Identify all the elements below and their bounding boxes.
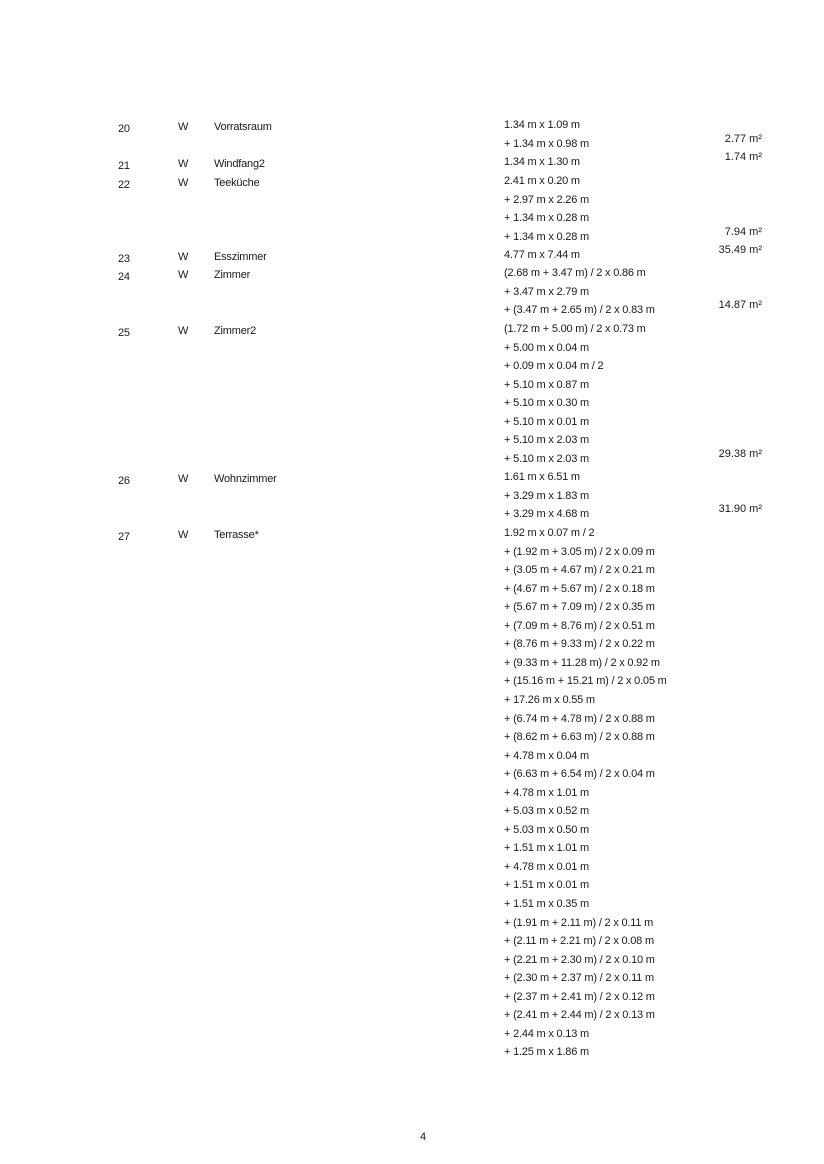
room-name: Zimmer (214, 269, 251, 281)
room-category: W (178, 473, 189, 485)
room-category: W (178, 269, 189, 281)
calculation-line: (1.72 m + 5.00 m) / 2 x 0.73 m (504, 323, 646, 335)
calculation-line: 1.92 m x 0.07 m / 2 (504, 527, 595, 539)
calculation-line: + 2.97 m x 2.26 m (504, 194, 589, 206)
calculation-line: + (3.47 m + 2.65 m) / 2 x 0.83 m (504, 304, 655, 316)
calculation-line: + 1.51 m x 0.35 m (504, 898, 589, 910)
calculation-line: + 5.10 m x 0.87 m (504, 379, 589, 391)
area-total: 2.77 m² (724, 133, 762, 145)
room-category: W (178, 529, 189, 541)
calculation-line: + (15.16 m + 15.21 m) / 2 x 0.05 m (504, 675, 667, 687)
calculation-line: (2.68 m + 3.47 m) / 2 x 0.86 m (504, 267, 646, 279)
calculation-line: + (7.09 m + 8.76 m) / 2 x 0.51 m (504, 620, 655, 632)
calculation-line: + (8.62 m + 6.63 m) / 2 x 0.88 m (504, 731, 655, 743)
calculation-line: + 4.78 m x 0.04 m (504, 750, 589, 762)
room-name: Esszimmer (214, 251, 267, 263)
calculation-line: + 17.26 m x 0.55 m (504, 694, 595, 706)
calculation-line: 1.34 m x 1.09 m (504, 119, 580, 131)
area-total: 35.49 m² (718, 244, 762, 256)
calculation-line: + 5.10 m x 0.30 m (504, 397, 589, 409)
calculation-line: + (2.37 m + 2.41 m) / 2 x 0.12 m (504, 991, 655, 1003)
room-category: W (178, 325, 189, 337)
area-total: 1.74 m² (724, 151, 762, 163)
room-number: 24 (118, 271, 130, 283)
room-name: Zimmer2 (214, 325, 256, 337)
calculation-line: + (2.21 m + 2.30 m) / 2 x 0.10 m (504, 954, 655, 966)
calculation-line: + 4.78 m x 0.01 m (504, 861, 589, 873)
area-total: 14.87 m² (718, 299, 762, 311)
calculation-line: + 2.44 m x 0.13 m (504, 1028, 589, 1040)
calculation-line: + (4.67 m + 5.67 m) / 2 x 0.18 m (504, 583, 655, 595)
room-category: W (178, 177, 189, 189)
calculation-line: + 1.34 m x 0.98 m (504, 138, 589, 150)
calculation-line: + (8.76 m + 9.33 m) / 2 x 0.22 m (504, 638, 655, 650)
calculation-line: + 3.29 m x 1.83 m (504, 490, 589, 502)
calculation-line: + 4.78 m x 1.01 m (504, 787, 589, 799)
calculation-line: + 5.10 m x 2.03 m (504, 453, 589, 465)
room-category: W (178, 158, 189, 170)
calculation-line: + 1.34 m x 0.28 m (504, 231, 589, 243)
room-name: Teeküche (214, 177, 260, 189)
calculation-line: + 3.29 m x 4.68 m (504, 508, 589, 520)
room-category: W (178, 251, 189, 263)
calculation-line: + (3.05 m + 4.67 m) / 2 x 0.21 m (504, 564, 655, 576)
calculation-line: + (5.67 m + 7.09 m) / 2 x 0.35 m (504, 601, 655, 613)
area-total: 7.94 m² (724, 226, 762, 238)
page-number: 4 (419, 1131, 427, 1143)
room-name: Vorratsraum (214, 121, 272, 133)
calculation-line: + (2.30 m + 2.37 m) / 2 x 0.11 m (504, 972, 654, 984)
calculation-line: + 1.51 m x 1.01 m (504, 842, 589, 854)
calculation-line: + (9.33 m + 11.28 m) / 2 x 0.92 m (504, 657, 660, 669)
calculation-line: + 5.00 m x 0.04 m (504, 342, 589, 354)
room-number: 26 (118, 475, 130, 487)
room-name: Windfang2 (214, 158, 265, 170)
room-category: W (178, 121, 189, 133)
calculation-line: + (6.63 m + 6.54 m) / 2 x 0.04 m (504, 768, 655, 780)
room-number: 21 (118, 160, 130, 172)
calculation-line: 1.34 m x 1.30 m (504, 156, 580, 168)
calculation-line: + 1.51 m x 0.01 m (504, 879, 589, 891)
calculation-line: + (2.11 m + 2.21 m) / 2 x 0.08 m (504, 935, 654, 947)
room-number: 20 (118, 123, 130, 135)
room-number: 23 (118, 253, 130, 265)
calculation-line: + 5.03 m x 0.50 m (504, 824, 589, 836)
calculation-line: + (2.41 m + 2.44 m) / 2 x 0.13 m (504, 1009, 655, 1021)
calculation-line: + 1.34 m x 0.28 m (504, 212, 589, 224)
room-number: 22 (118, 179, 130, 191)
room-name: Wohnzimmer (214, 473, 277, 485)
calculation-line: + 5.03 m x 0.52 m (504, 805, 589, 817)
calculation-line: + (1.92 m + 3.05 m) / 2 x 0.09 m (504, 546, 655, 558)
calculation-line: 4.77 m x 7.44 m (504, 249, 580, 261)
calculation-line: + 3.47 m x 2.79 m (504, 286, 589, 298)
calculation-line: + 5.10 m x 2.03 m (504, 434, 589, 446)
room-number: 25 (118, 327, 130, 339)
calculation-line: + 0.09 m x 0.04 m / 2 (504, 360, 604, 372)
area-total: 29.38 m² (718, 448, 762, 460)
room-number: 27 (118, 531, 130, 543)
calculation-line: 1.61 m x 6.51 m (504, 471, 580, 483)
calculation-line: 2.41 m x 0.20 m (504, 175, 580, 187)
calculation-line: + (1.91 m + 2.11 m) / 2 x 0.11 m (504, 917, 654, 929)
calculation-line: + 5.10 m x 0.01 m (504, 416, 589, 428)
room-name: Terrasse* (214, 529, 259, 541)
calculation-line: + 1.25 m x 1.86 m (504, 1046, 589, 1058)
area-total: 31.90 m² (718, 503, 762, 515)
calculation-line: + (6.74 m + 4.78 m) / 2 x 0.88 m (504, 713, 655, 725)
